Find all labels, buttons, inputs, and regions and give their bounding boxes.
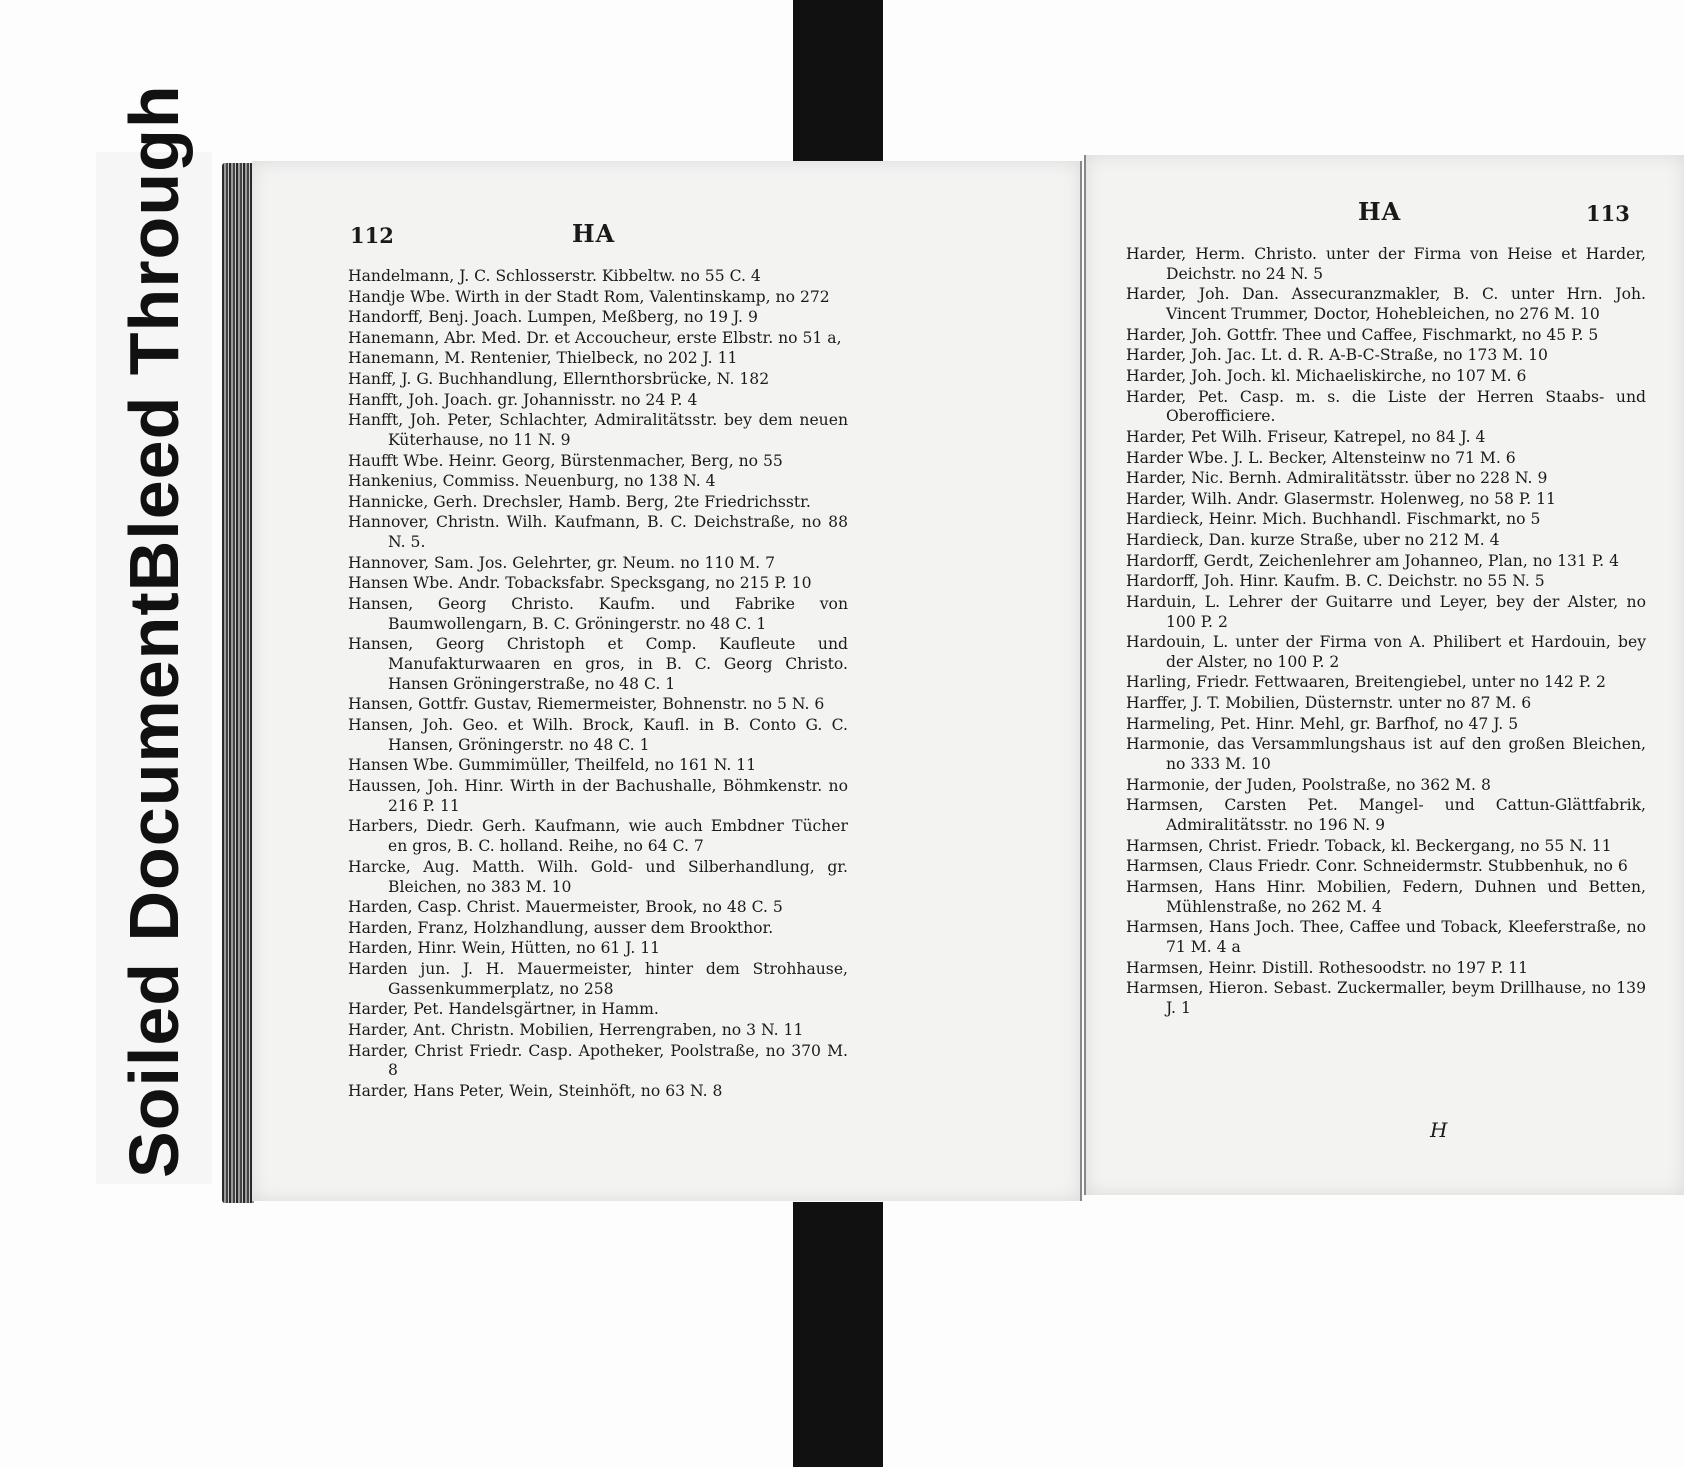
directory-entry: Harmsen, Heinr. Distill. Rothesoodstr. no 197 P. 11	[1126, 958, 1529, 977]
directory-entry: Harmsen, Carsten Pet. Mangel- und Cattun-Glättfabrik, Admiralitätsstr. no 196 N. 9	[1126, 796, 1646, 835]
bleed-through-label: Bleed Through	[115, 84, 193, 592]
directory-entry: Harmsen, Hans Hinr. Mobilien, Federn, Duhnen und Betten, Mühlenstraße, no 262 M. 4	[1126, 877, 1646, 916]
directory-entry: Hannicke, Gerh. Drechsler, Hamb. Berg, 2te Friedrichsstr.	[348, 492, 811, 511]
directory-entry: Harmsen, Hans Joch. Thee, Caffee und Toback, Kleeferstraße, no 71 M. 4 a	[1126, 918, 1646, 957]
directory-entry: Handorff, Benj. Joach. Lumpen, Meßberg, no 19 J. 9	[348, 308, 758, 327]
directory-entry: Handje Wbe. Wirth in der Stadt Rom, Valentinskamp, no 272	[348, 287, 830, 306]
directory-entry: Hardorff, Gerdt, Zeichenlehrer am Johanneo, Plan, no 131 P. 4	[1126, 551, 1620, 570]
signature-mark: H	[1430, 1118, 1448, 1142]
directory-entry: Harder, Pet. Casp. m. s. die Liste der Herren Staabs- und Oberofficiere.	[1126, 387, 1646, 426]
directory-entry: Harder, Pet Wilh. Friseur, Katrepel, no 84 J. 4	[1126, 427, 1486, 446]
directory-entry: Hardieck, Dan. kurze Straße, uber no 212 M. 4	[1126, 530, 1500, 549]
directory-entry: Hannover, Sam. Jos. Gelehrter, gr. Neum. no 110 M. 7	[348, 553, 776, 572]
directory-entry: Harder, Hans Peter, Wein, Steinhöft, no 63 N. 8	[348, 1081, 723, 1100]
binding-strip-top	[793, 0, 883, 168]
soiled-document-label: Soiled Document	[115, 591, 193, 1178]
page-number-right: 113	[1586, 201, 1630, 226]
directory-entry: Harden, Casp. Christ. Mauermeister, Brook, no 48 C. 5	[348, 898, 783, 917]
directory-entry: Hanemann, Abr. Med. Dr. et Accoucheur, erste Elbstr. no 51 a,	[348, 328, 842, 347]
right-page	[1084, 155, 1684, 1195]
directory-entry: Harmsen, Claus Friedr. Conr. Schneidermstr. Stubbenhuk, no 6	[1126, 857, 1628, 876]
binding-strip-bottom	[793, 1202, 883, 1467]
directory-entry: Harder, Nic. Bernh. Admiralitätsstr. über no 228 N. 9	[1126, 469, 1548, 488]
directory-entry: Hansen, Gottfr. Gustav, Riemermeister, Bohnenstr. no 5 N. 6	[348, 695, 825, 714]
scan-annotation-label	[96, 84, 212, 1184]
directory-entry: Haufft Wbe. Heinr. Georg, Bürstenmacher, Berg, no 55	[348, 451, 783, 470]
directory-entry: Hansen, Joh. Geo. et Wilh. Brock, Kaufl. in B. Conto G. C. Hansen, Gröningerstr. no 48 C. 1	[348, 716, 848, 754]
directory-entry: Hardorff, Joh. Hinr. Kaufm. B. C. Deichstr. no 55 N. 5	[1126, 572, 1545, 591]
directory-entry: Harmsen, Christ. Friedr. Toback, kl. Beckergang, no 55 N. 11	[1126, 836, 1612, 855]
page-number-left: 112	[350, 223, 394, 248]
directory-entry: Hansen, Georg Christo. Kaufm. und Fabrike von Baumwollengarn, B. C. Gröningerstr. no 48 C. 1	[348, 594, 848, 633]
page-edges	[222, 163, 254, 1203]
directory-entry: Harmonie, der Juden, Poolstraße, no 362 M. 8	[1126, 775, 1491, 794]
directory-entry: Harduin, L. Lehrer der Guitarre und Leyer, bey der Alster, no 100 P. 2	[1126, 592, 1646, 631]
directory-entry: Harder, Wilh. Andr. Glasermstr. Holenweg, no 58 P. 11	[1126, 489, 1556, 508]
directory-entry: Harcke, Aug. Matth. Wilh. Gold- und Silberhandlung, gr. Bleichen, no 383 M. 10	[348, 857, 848, 896]
directory-entry: Hansen Wbe. Andr. Tobacksfabr. Specksgang, no 215 P. 10	[348, 574, 812, 593]
directory-entry: Harder Wbe. J. L. Becker, Altensteinw no 71 M. 6	[1126, 448, 1516, 467]
directory-entry: Hanff, J. G. Buchhandlung, Ellernthorsbrücke, N. 182	[348, 369, 770, 388]
directory-entry: Harder, Joh. Jac. Lt. d. R. A-B-C-Straße, no 173 M. 10	[1126, 346, 1548, 365]
directory-entry: Hanfft, Joh. Peter, Schlachter, Admiralitätsstr. bey dem neuen Küterhause, no 11 N. 9	[348, 411, 848, 449]
directory-entry: Hannover, Christn. Wilh. Kaufmann, B. C. Deichstraße, no 88 N. 5.	[348, 513, 848, 552]
directory-entry: Handelmann, J. C. Schlosserstr. Kibbeltw. no 55 C. 4	[348, 267, 761, 285]
directory-entry: Harden jun. J. H. Mauermeister, hinter dem Strohhause, Gassenkummerplatz, no 258	[348, 960, 848, 998]
directory-entry: Harden, Franz, Holzhandlung, ausser dem Brookthor.	[348, 918, 774, 937]
directory-entry: Hanfft, Joh. Joach. gr. Johannisstr. no 24 P. 4	[348, 390, 698, 409]
open-book	[222, 155, 1646, 1205]
directory-entry: Harden, Hinr. Wein, Hütten, no 61 J. 11	[348, 939, 661, 958]
directory-entry: Harmonie, das Versammlungshaus ist auf den großen Bleichen, no 333 M. 10	[1126, 735, 1646, 774]
directory-entry: Hanemann, M. Rentenier, Thielbeck, no 202 J. 11	[348, 349, 738, 368]
directory-entry: Harling, Friedr. Fettwaaren, Breitengiebel, unter no 142 P. 2	[1126, 673, 1606, 692]
directory-entry: Harffer, J. T. Mobilien, Düsternstr. unter no 87 M. 6	[1126, 694, 1532, 713]
directory-entry: Harder, Joh. Dan. Assecuranzmakler, B. C. unter Hrn. Joh. Vincent Trummer, Doctor, Hohebleichen, no 276 M. 10	[1126, 285, 1646, 324]
directory-entry: Harmsen, Hieron. Sebast. Zuckermaller, beym Drillhause, no 139 J. 1	[1126, 979, 1646, 1017]
running-head-right: HA	[1358, 197, 1402, 226]
directory-entries-right	[1126, 245, 1646, 1020]
directory-entry: Hardouin, L. unter der Firma von A. Philibert et Hardouin, bey der Alster, no 100 P. 2	[1126, 633, 1646, 671]
directory-entry: Hansen, Georg Christoph et Comp. Kaufleute und Manufakturwaaren en gros, in B. C. Georg Christo. Hansen Gröningerstraße, no 48 C. 1	[348, 635, 848, 693]
directory-entry: Harder, Ant. Christn. Mobilien, Herrengraben, no 3 N. 11	[348, 1021, 804, 1039]
directory-entry: Harder, Joh. Joch. kl. Michaeliskirche, no 107 M. 6	[1126, 366, 1527, 385]
directory-entry: Harder, Herm. Christo. unter der Firma von Heise et Harder, Deichstr. no 24 N. 5	[1126, 245, 1646, 283]
directory-entry: Harder, Joh. Gottfr. Thee und Caffee, Fischmarkt, no 45 P. 5	[1126, 325, 1599, 344]
running-head-left: HA	[572, 219, 616, 248]
directory-entry: Hardieck, Heinr. Mich. Buchhandl. Fischmarkt, no 5	[1126, 510, 1541, 529]
directory-entry: Harder, Christ Friedr. Casp. Apotheker, Poolstraße, no 370 M. 8	[348, 1041, 848, 1080]
directory-entry: Hansen Wbe. Gummimüller, Theilfeld, no 161 N. 11	[348, 756, 757, 775]
directory-entries-left	[348, 267, 848, 1103]
left-page	[252, 161, 1082, 1201]
directory-entry: Harder, Pet. Handelsgärtner, in Hamm.	[348, 1000, 659, 1019]
directory-entry: Harbers, Diedr. Gerh. Kaufmann, wie auch Embdner Tücher en gros, B. C. holland. Reihe, no 64 C. 7	[348, 817, 848, 856]
directory-entry: Harmeling, Pet. Hinr. Mehl, gr. Barfhof, no 47 J. 5	[1126, 714, 1519, 733]
directory-entry: Hankenius, Commiss. Neuenburg, no 138 N. 4	[348, 472, 716, 491]
directory-entry: Haussen, Joh. Hinr. Wirth in der Bachushalle, Böhmkenstr. no 216 P. 11	[348, 777, 848, 815]
